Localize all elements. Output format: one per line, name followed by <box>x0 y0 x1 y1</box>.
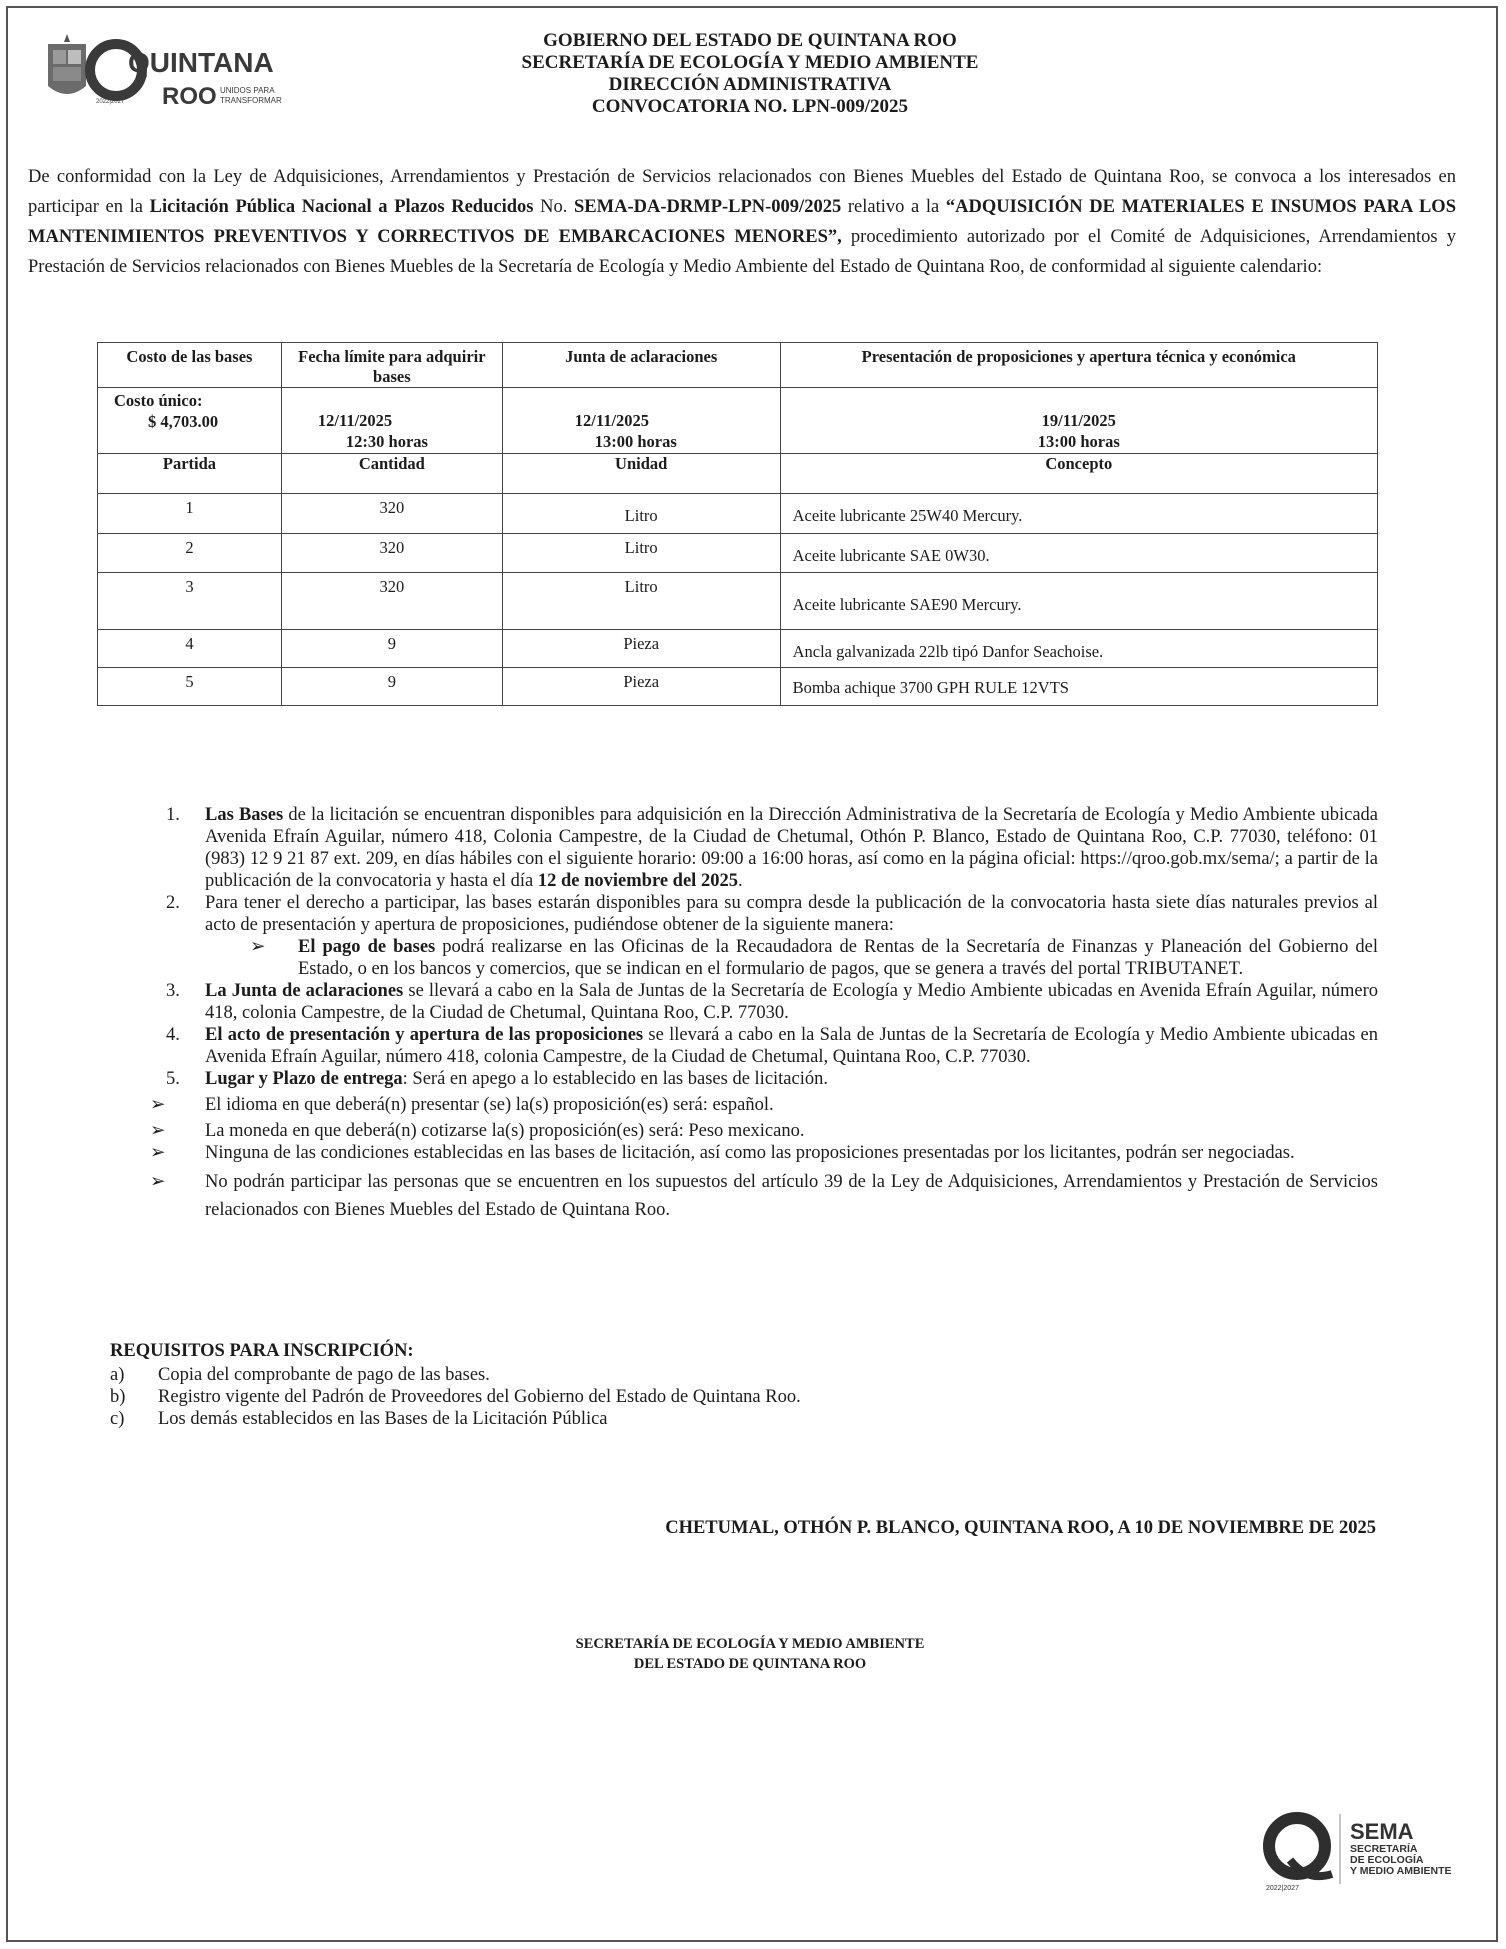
item-bold: Lugar y Plazo de entrega <box>205 1069 403 1089</box>
list-item <box>150 1120 1378 1142</box>
cantidad-cell: 320 <box>281 573 502 630</box>
conditions-list <box>150 804 1378 1224</box>
list-number: 2. <box>166 893 180 913</box>
header-government: GOBIERNO DEL ESTADO DE QUINTANA ROO <box>543 30 957 51</box>
partida-cell: 2 <box>98 534 282 573</box>
limit-cell <box>281 388 502 454</box>
list-item <box>150 804 1378 892</box>
table-row <box>98 573 1378 630</box>
header-unidad: Unidad <box>502 454 780 494</box>
signature-line-2: DEL ESTADO DE QUINTANA ROO <box>633 1656 867 1672</box>
items-header-row <box>98 454 1378 494</box>
item-text: se llevará a cabo en la Sala de Juntas de la Secretaría de Ecología y Medio Ambiente ubicadas en Avenida Efraín Aguilar, número 418, colonia Campestre, de la Ciudad de Chetumal, Quintana Roo, C.P. 77030. <box>205 1025 1378 1067</box>
quintana-roo-logo <box>44 30 294 110</box>
item-text: Para tener el derecho a participar, las bases estarán disponibles para su compra desde la publicación de la convocatoria hasta siete días naturales previos al acto de presentación y apertura de proposiciones, pudiéndose obtener de la siguiente manera: <box>205 893 1378 935</box>
partida-cell: 1 <box>98 494 282 534</box>
intro-text-2: No. <box>533 197 575 217</box>
intro-text-3: relativo a la <box>841 197 946 217</box>
header-direccion: DIRECCIÓN ADMINISTRATIVA <box>608 74 892 95</box>
header-secretaria: SECRETARÍA DE ECOLOGÍA Y MEDIO AMBIENTE <box>521 52 979 73</box>
header-convocatoria: CONVOCATORIA NO. LPN-009/2025 <box>591 96 909 117</box>
document-header <box>300 30 1200 118</box>
intro-bold-licitacion: Licitación Pública Nacional a Plazos Reducidos <box>149 197 534 217</box>
limit-date: 12/11/2025 <box>317 411 393 430</box>
unidad-cell: Pieza <box>502 668 780 706</box>
arrow-bullet-icon: ➢ <box>250 937 266 957</box>
sema-line-3: Y MEDIO AMBIENTE <box>1350 1865 1452 1877</box>
header-cantidad: Cantidad <box>281 454 502 494</box>
cost-cell <box>98 388 282 454</box>
logo-years: 2022|2027 <box>96 99 125 105</box>
list-item <box>150 1168 1378 1224</box>
table-row <box>98 494 1378 534</box>
intro-paragraph <box>28 162 1456 282</box>
header-partida: Partida <box>98 454 282 494</box>
list-letter: c) <box>110 1409 125 1429</box>
junta-cell <box>502 388 780 454</box>
item-text: Registro vigente del Padrón de Proveedores del Gobierno del Estado de Quintana Roo. <box>158 1387 801 1407</box>
list-item <box>150 892 1378 936</box>
item-end: . <box>737 871 743 891</box>
requisitos-section <box>110 1340 1110 1430</box>
item-text: La moneda en que deberá(n) cotizarse la(s) proposición(es) será: Peso mexicano. <box>205 1121 805 1141</box>
concepto-cell: Aceite lubricante 25W40 Mercury. <box>780 494 1377 534</box>
item-bold: La Junta de aclaraciones <box>205 981 404 1001</box>
item-text: podrá realizarse en las Oficinas de la Recaudadora de Rentas de la Secretaría de Finanzas y Planeación del Gobierno del Estado, o en los bancos y comercios, que se indican en el formulario de pagos, que se genera a través del portal TRIBUTANET. <box>298 937 1378 979</box>
list-item <box>150 1024 1378 1068</box>
list-item <box>110 1386 1110 1408</box>
table-row <box>98 668 1378 706</box>
calendar-header-row <box>98 343 1378 388</box>
calendar-values-row <box>98 388 1378 454</box>
concepto-cell: Ancla galvanizada 22lb tipó Danfor Seachoise. <box>780 630 1377 668</box>
header-concepto: Concepto <box>780 454 1377 494</box>
junta-time: 13:00 horas <box>594 432 677 451</box>
intro-bold-subject: “ADQUISICIÓN DE MATERIALES E INSUMOS PARA LOS MANTENIMIENTOS PREVENTIVOS Y CORRECTIVOS DE EMBARCACIONES MENORES”, <box>28 197 1456 247</box>
cost-value: $ 4,703.00 <box>148 412 219 431</box>
list-number: 3. <box>166 981 180 1001</box>
header-presentacion: Presentación de proposiciones y apertura técnica y económica <box>780 343 1377 388</box>
arrow-bullet-icon: ➢ <box>150 1172 166 1192</box>
list-letter: b) <box>110 1387 126 1407</box>
concepto-cell: Bomba achique 3700 GPH RULE 12VTS <box>780 668 1377 706</box>
present-cell <box>780 388 1377 454</box>
cantidad-cell: 9 <box>281 668 502 706</box>
present-time: 13:00 horas <box>1037 432 1120 451</box>
cantidad-cell: 9 <box>281 630 502 668</box>
list-item <box>150 980 1378 1024</box>
table-row <box>98 630 1378 668</box>
list-letter: a) <box>110 1365 125 1385</box>
junta-date: 12/11/2025 <box>574 411 650 430</box>
present-date: 19/11/2025 <box>1041 411 1116 430</box>
signature-block <box>500 1634 1000 1674</box>
unidad-cell: Litro <box>502 573 780 630</box>
sema-line-2: DE ECOLOGÍA <box>1350 1854 1424 1866</box>
list-subitem <box>150 936 1378 980</box>
concepto-cell: Aceite lubricante SAE 0W30. <box>780 534 1377 573</box>
header-fecha-limite: Fecha límite para adquirir bases <box>281 343 502 388</box>
unidad-cell: Litro <box>502 494 780 534</box>
intro-bold-number: SEMA-DA-DRMP-LPN-009/2025 <box>574 197 842 217</box>
partida-cell: 5 <box>98 668 282 706</box>
place-date-line: CHETUMAL, OTHÓN P. BLANCO, QUINTANA ROO, A 10 DE NOVIEMBRE DE 2025 <box>665 1518 1376 1538</box>
list-number: 1. <box>166 805 180 825</box>
table-row <box>98 534 1378 573</box>
signature-line-1: SECRETARÍA DE ECOLOGÍA Y MEDIO AMBIENTE <box>575 1636 925 1652</box>
arrow-bullet-icon: ➢ <box>150 1143 166 1163</box>
item-bold: El pago de bases <box>298 937 436 957</box>
calendar-table <box>97 342 1378 706</box>
item-text: Ninguna de las condiciones establecidas en las bases de licitación, así como las proposiciones presentadas por los licitantes, podrán ser negociadas. <box>205 1143 1295 1163</box>
item-text: No podrán participar las personas que se encuentren en los supuestos del artículo 39 de la Ley de Adquisiciones, Arrendamientos y Prestación de Servicios relacionados con Bienes Muebles del Estado de Quintana Roo. <box>205 1172 1378 1220</box>
sema-years: 2022|2027 <box>1266 1885 1299 1892</box>
logo-word-quintana: QUINTANA <box>128 47 274 78</box>
cantidad-cell: 320 <box>281 494 502 534</box>
list-item <box>150 1142 1378 1164</box>
sema-wordmark <box>1350 1820 1452 1877</box>
arrow-bullet-icon: ➢ <box>150 1095 166 1115</box>
list-number: 5. <box>166 1069 180 1089</box>
list-item <box>150 1068 1378 1090</box>
cost-label: Costo único: <box>114 391 203 410</box>
item-text: : Será en apego a lo establecido en las bases de licitación. <box>402 1069 828 1089</box>
arrow-bullet-icon: ➢ <box>150 1121 166 1141</box>
intro-text-1: De conformidad con la Ley de Adquisiciones, Arrendamientos y Prestación de Servicios relacionados con Bienes Muebles del Estado de Quintana Roo, se convoca a los interesados en participar en la <box>28 167 1456 217</box>
header-junta: Junta de aclaraciones <box>502 343 780 388</box>
list-item <box>110 1408 1110 1430</box>
item-bold-date: 12 de noviembre del 2025 <box>537 871 738 891</box>
unidad-cell: Pieza <box>502 630 780 668</box>
limit-time: 12:30 horas <box>345 432 428 451</box>
partida-cell: 3 <box>98 573 282 630</box>
list-item <box>150 1094 1378 1116</box>
list-item <box>110 1364 1110 1386</box>
item-text: El idioma en que deberá(n) presentar (se) la(s) proposición(es) será: español. <box>205 1095 774 1115</box>
header-costo: Costo de las bases <box>98 343 282 388</box>
intro-text-4: procedimiento autorizado por el Comité de Adquisiciones, Arrendamientos y Prestación de Servicios relacionados con Bienes Muebles de la Secretaría de Ecología y Medio Ambiente del Estado de Quintana Roo, de conformidad al siguiente calendario: <box>28 227 1456 277</box>
partida-cell: 4 <box>98 630 282 668</box>
logo-tagline-2: TRANSFORMAR <box>220 96 282 105</box>
list-number: 4. <box>166 1025 180 1045</box>
item-text: de la licitación se encuentran disponibles para adquisición en la Dirección Administrativa de la Secretaría de Ecología y Medio Ambiente ubicada Avenida Efraín Aguilar, número 418, Colonia Campestre, de la Ciudad de Chetumal, Othón P. Blanco, Estado de Quintana Roo, C.P. 77030, teléfono: 01 (983) 12 9 21 87 ext. 209, en días hábiles con el siguiente horario: 09:00 a 16:00 horas, así como en la página oficial: https://qroo.gob.mx/sema/; a partir de la publicación de la convocatoria y hasta el día <box>205 805 1378 891</box>
requisitos-title: REQUISITOS PARA INSCRIPCIÓN: <box>110 1341 414 1361</box>
concepto-cell: Aceite lubricante SAE90 Mercury. <box>780 573 1377 630</box>
item-text: se llevará a cabo en la Sala de Juntas de la Secretaría de Ecología y Medio Ambiente ubicadas en Avenida Efraín Aguilar, número 418, colonia Campestre, de la Ciudad de Chetumal, Quintana Roo, C.P. 77030. <box>205 981 1378 1023</box>
unidad-cell: Litro <box>502 534 780 573</box>
logo-tagline-1: UNIDOS PARA <box>220 86 275 95</box>
sema-line-1: SECRETARÍA <box>1350 1843 1418 1855</box>
item-text: Los demás establecidos en las Bases de la Licitación Pública <box>158 1409 608 1429</box>
item-bold: Las Bases <box>205 805 284 825</box>
item-bold: El acto de presentación y apertura de las proposiciones <box>205 1025 644 1045</box>
sema-name: SEMA <box>1350 1819 1414 1844</box>
logo-word-roo: ROO <box>162 83 217 110</box>
item-text: Copia del comprobante de pago de las bases. <box>158 1365 490 1385</box>
state-seal-icon <box>48 34 86 94</box>
cantidad-cell: 320 <box>281 534 502 573</box>
